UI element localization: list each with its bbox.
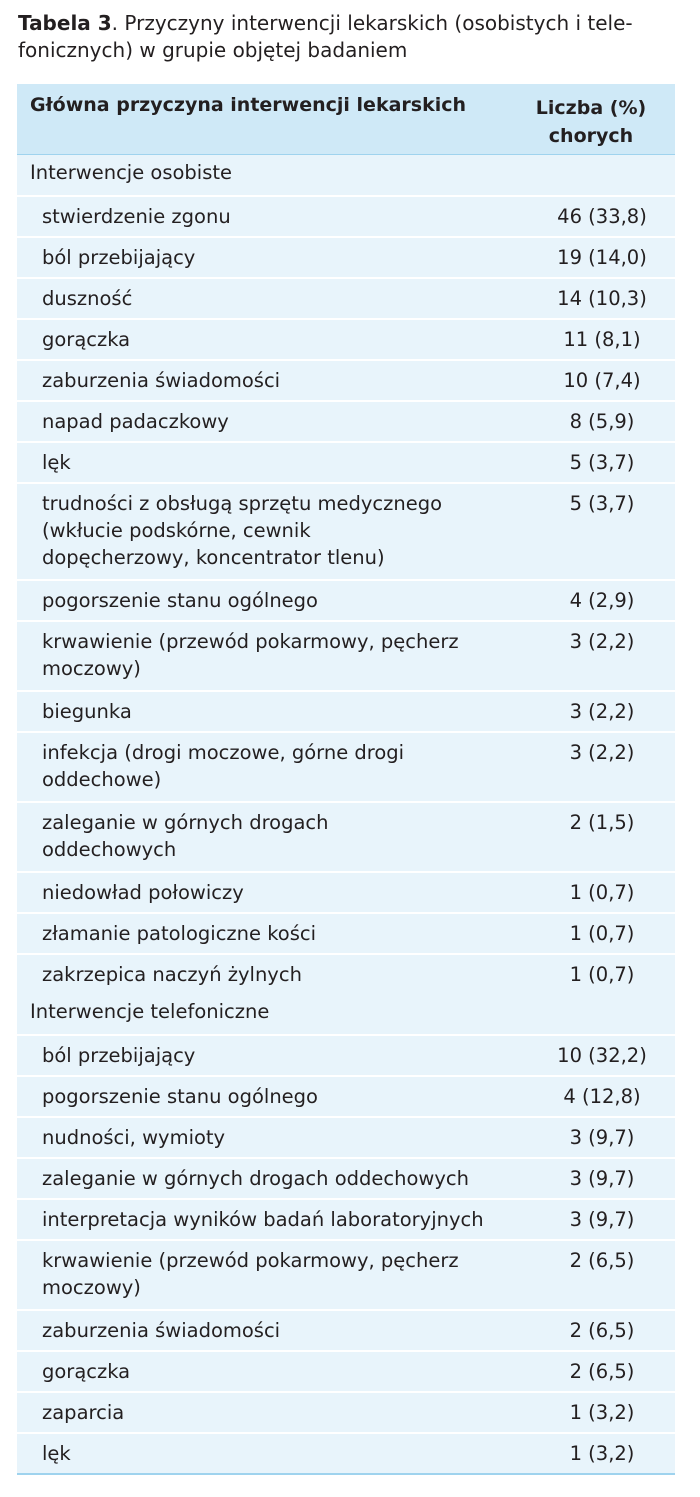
row-value: 4 (2,9) [569, 589, 635, 612]
interventions-table [17, 84, 675, 1475]
row-label: pogorszenie stanu ogólnego [42, 1085, 318, 1108]
row-label: duszność [42, 287, 133, 310]
row-label: lęk [42, 451, 71, 474]
table-row [17, 1239, 675, 1309]
row-value: 10 (32,2) [557, 1044, 647, 1067]
table-row [17, 1075, 675, 1116]
row-label: infekcja (drogi moczowe, górne drogi oddechowe) [42, 741, 405, 791]
row-label: zaleganie w górnych drogach oddechowych [42, 811, 329, 861]
row-value: 2 (6,5) [569, 1360, 635, 1383]
table-row [17, 690, 675, 731]
row-value: 1 (3,2) [569, 1401, 635, 1424]
table-row [17, 1391, 675, 1432]
table-row [17, 1432, 675, 1473]
row-label: zaleganie w górnych drogach oddechowych [42, 1167, 469, 1190]
header-cause: Główna przyczyna interwencji lekarskich [30, 94, 467, 116]
row-value: 19 (14,0) [557, 246, 647, 269]
table-row [17, 1350, 675, 1391]
row-value: 46 (33,8) [557, 205, 647, 228]
row-label: napad padaczkowy [42, 410, 229, 433]
table-row [17, 871, 675, 912]
table-body [17, 155, 675, 1473]
row-label: gorączka [42, 1360, 131, 1383]
row-label: krwawienie (przewód pokarmowy, pęcherz moczowy) [42, 1249, 459, 1299]
row-label: niedowład połowiczy [42, 881, 244, 904]
row-value: 14 (10,3) [557, 287, 647, 310]
row-label: biegunka [42, 700, 132, 723]
row-label: zaburzenia świadomości [42, 369, 281, 392]
row-value: 3 (9,7) [569, 1126, 635, 1149]
table-row [17, 1198, 675, 1239]
table-row [17, 359, 675, 400]
table-row [17, 400, 675, 441]
table-row [17, 620, 675, 690]
caption-label: Tabela 3 [18, 11, 112, 35]
table-bottom-rule [17, 1473, 675, 1475]
row-value: 1 (3,2) [569, 1442, 635, 1465]
table-row [17, 441, 675, 482]
table-row [17, 1034, 675, 1075]
table-row [17, 579, 675, 620]
table-row [17, 195, 675, 236]
row-value: 3 (2,2) [569, 741, 635, 764]
row-value: 1 (0,7) [569, 922, 635, 945]
table-row [17, 801, 675, 871]
row-value: 3 (2,2) [569, 700, 635, 723]
row-label: ból przebijający [42, 246, 196, 269]
row-value: 5 (3,7) [569, 451, 635, 474]
table-row [17, 1309, 675, 1350]
section-header [17, 994, 675, 1034]
table-row [17, 1157, 675, 1198]
table-row [17, 953, 675, 994]
row-label: ból przebijający [42, 1044, 196, 1067]
row-value: 10 (7,4) [563, 369, 641, 392]
table-row [17, 912, 675, 953]
row-value: 3 (9,7) [569, 1208, 635, 1231]
table-row [17, 482, 675, 579]
row-label: nudności, wymioty [42, 1126, 226, 1149]
table-row [17, 731, 675, 801]
row-value: 2 (1,5) [569, 811, 635, 834]
row-value: 2 (6,5) [569, 1249, 635, 1272]
row-value: 1 (0,7) [569, 963, 635, 986]
row-value: 4 (12,8) [563, 1085, 641, 1108]
table-header [17, 84, 675, 155]
row-label: gorączka [42, 328, 131, 351]
caption-text: . Przyczyny interwencji lekarskich (osobistych i tele- fonicznych) w grupie objętej badaniem [18, 11, 633, 62]
row-value: 3 (9,7) [569, 1167, 635, 1190]
row-label: zaparcia [42, 1401, 125, 1424]
row-label: krwawienie (przewód pokarmowy, pęcherz moczowy) [42, 630, 459, 680]
row-value: 11 (8,1) [563, 328, 641, 351]
row-label: złamanie patologiczne kości [42, 922, 317, 945]
section-title: Interwencje telefoniczne [30, 1000, 270, 1023]
row-value: 3 (2,2) [569, 630, 635, 653]
row-label: trudności z obsługą sprzętu medycznego (wkłucie podskórne, cewnik dopęcherzowy, koncentrator tlenu) [42, 492, 443, 569]
table-row [17, 236, 675, 277]
table-row [17, 277, 675, 318]
table-row [17, 318, 675, 359]
header-count: Liczba (%) chorych [535, 97, 647, 147]
table-caption [18, 10, 678, 64]
row-value: 2 (6,5) [569, 1319, 635, 1342]
row-label: pogorszenie stanu ogólnego [42, 589, 318, 612]
row-value: 5 (3,7) [569, 492, 635, 515]
row-label: lęk [42, 1442, 71, 1465]
row-label: interpretacja wyników badań laboratoryjnych [42, 1208, 484, 1231]
section-header [17, 155, 675, 195]
table-row [17, 1116, 675, 1157]
section-title: Interwencje osobiste [30, 161, 233, 184]
row-label: zakrzepica naczyń żylnych [42, 963, 302, 986]
row-value: 8 (5,9) [569, 410, 635, 433]
row-label: stwierdzenie zgonu [42, 205, 231, 228]
row-value: 1 (0,7) [569, 881, 635, 904]
row-label: zaburzenia świadomości [42, 1319, 281, 1342]
